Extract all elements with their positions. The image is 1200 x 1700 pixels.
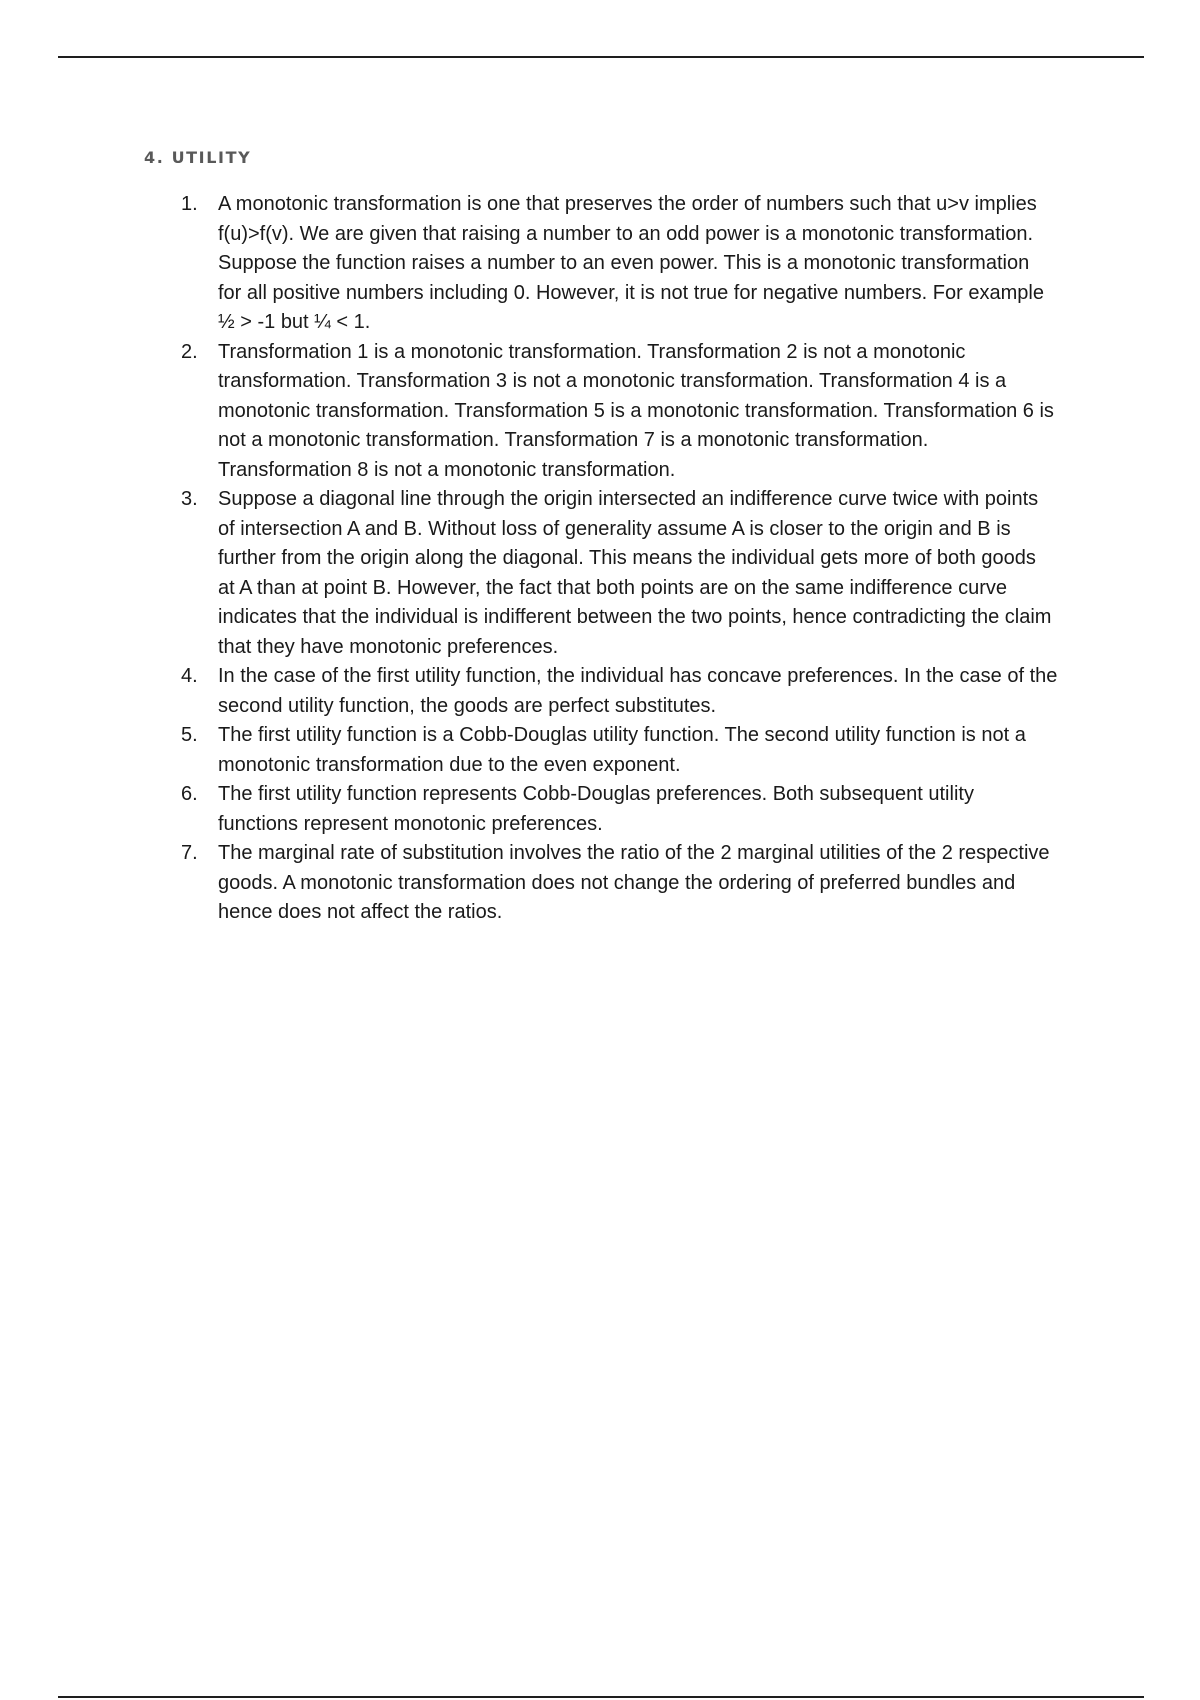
answer-text: Transformation 1 is a monotonic transformation. Transformation 2 is not a monotonic transformation. Transformation 3 is not a monotonic transformation. Transformation 4 is a monotonic transformation. Transformation 5 is a monotonic transformation. Transformation 6 is not a monotonic transformation. Transformation 7 is a monotonic transformation. Transformation 8 is not a monotonic transformation. <box>218 340 1054 481</box>
answer-list <box>181 190 1058 928</box>
answer-item-1 <box>181 190 1058 338</box>
footer-rule <box>58 1696 1144 1698</box>
answer-number: 3. <box>181 488 198 510</box>
answer-number: 4. <box>181 665 198 687</box>
answer-item-2 <box>181 338 1058 486</box>
answer-item-5 <box>181 721 1058 780</box>
answer-text: In the case of the first utility function, the individual has concave preferences. In the case of the second utility function, the goods are perfect substitutes. <box>218 665 1058 717</box>
section-heading: 4. UTILITY <box>144 148 252 167</box>
answer-number: 7. <box>181 842 198 864</box>
answer-item-6 <box>181 780 1058 839</box>
answer-number: 1. <box>181 193 198 215</box>
answer-number: 5. <box>181 724 198 746</box>
answer-item-4 <box>181 662 1058 721</box>
answer-text: The marginal rate of substitution involves the ratio of the 2 marginal utilities of the 2 respective goods. A monotonic transformation does not change the ordering of preferred bundles and hence does not affect the ratios. <box>218 842 1050 923</box>
header-rule <box>58 56 1144 58</box>
answer-text: The first utility function is a Cobb-Douglas utility function. The second utility function is not a monotonic transformation due to the even exponent. <box>218 724 1026 776</box>
answer-number: 2. <box>181 340 198 363</box>
answer-item-3 <box>181 485 1058 662</box>
answer-item-7 <box>181 839 1058 928</box>
answer-text: Suppose a diagonal line through the origin intersected an indifference curve twice with points of intersection A and B. Without loss of generality assume A is closer to the origin and B is further from the origin along the diagonal. This means the individual gets more of both goods at A than at point B. However, the fact that both points are on the same indifference curve indicates that the individual is indifferent between the two points, hence contradicting the claim that they have monotonic preferences. <box>218 488 1052 658</box>
answer-number: 6. <box>181 783 198 805</box>
answer-text: A monotonic transformation is one that preserves the order of numbers such that u>v implies f(u)>f(v). We are given that raising a number to an odd power is a monotonic transformation. Suppose the function raises a number to an even power. This is a monotonic transformation for all positive numbers including 0. However, it is not true for negative numbers. For example ½ > -1 but ¼ < 1. <box>218 193 1044 333</box>
answer-text: The first utility function represents Cobb-Douglas preferences. Both subsequent utility functions represent monotonic preferences. <box>218 783 974 835</box>
